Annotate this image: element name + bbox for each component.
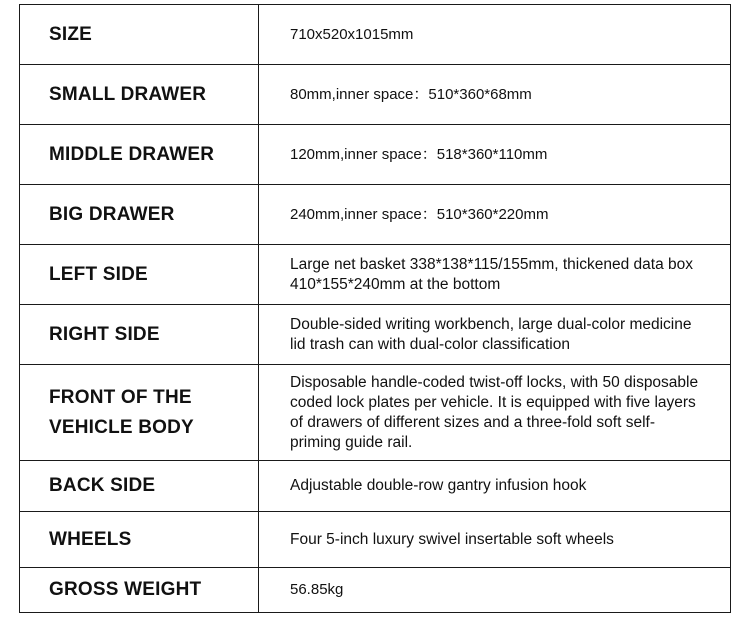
- table-row: [20, 65, 731, 125]
- spec-label-right-side: RIGHT SIDE: [20, 305, 259, 365]
- spec-label-small-drawer: SMALL DRAWER: [20, 65, 259, 125]
- spec-value-front-of-vehicle-body: Disposable handle-coded twist-off locks, with 50 disposable coded lock plates per vehicle. It is equipped with five layers of drawers of different sizes and a three-fold soft self- priming guide rail.: [259, 365, 731, 461]
- spec-value-middle-drawer: 120mm,inner space：518*360*110mm: [259, 125, 731, 185]
- spec-value-small-drawer: 80mm,inner space：510*360*68mm: [259, 65, 731, 125]
- spec-label-middle-drawer: MIDDLE DRAWER: [20, 125, 259, 185]
- spec-value-gross-weight: 56.85kg: [259, 568, 731, 613]
- table-row: [20, 568, 731, 613]
- table-row: [20, 461, 731, 512]
- table-row: [20, 245, 731, 305]
- table-row: [20, 305, 731, 365]
- spec-value-big-drawer: 240mm,inner space：510*360*220mm: [259, 185, 731, 245]
- table-row: [20, 125, 731, 185]
- spec-value-wheels: Four 5-inch luxury swivel insertable soft wheels: [259, 512, 731, 568]
- table-row: [20, 365, 731, 461]
- spec-label-size: SIZE: [20, 5, 259, 65]
- spec-label-wheels: WHEELS: [20, 512, 259, 568]
- table-row: [20, 185, 731, 245]
- table-row: [20, 5, 731, 65]
- spec-value-left-side: Large net basket 338*138*115/155mm, thickened data box 410*155*240mm at the bottom: [259, 245, 731, 305]
- spec-value-right-side: Double-sided writing workbench, large dual-color medicine lid trash can with dual-color classification: [259, 305, 731, 365]
- spec-label-front-of-vehicle-body: FRONT OF THE VEHICLE BODY: [20, 365, 259, 461]
- spec-label-back-side: BACK SIDE: [20, 461, 259, 512]
- spec-value-back-side: Adjustable double-row gantry infusion hook: [259, 461, 731, 512]
- table-row: [20, 512, 731, 568]
- spec-label-big-drawer: BIG DRAWER: [20, 185, 259, 245]
- spec-table: [19, 4, 731, 613]
- spec-value-size: 710x520x1015mm: [259, 5, 731, 65]
- spec-label-gross-weight: GROSS WEIGHT: [20, 568, 259, 613]
- spec-label-left-side: LEFT SIDE: [20, 245, 259, 305]
